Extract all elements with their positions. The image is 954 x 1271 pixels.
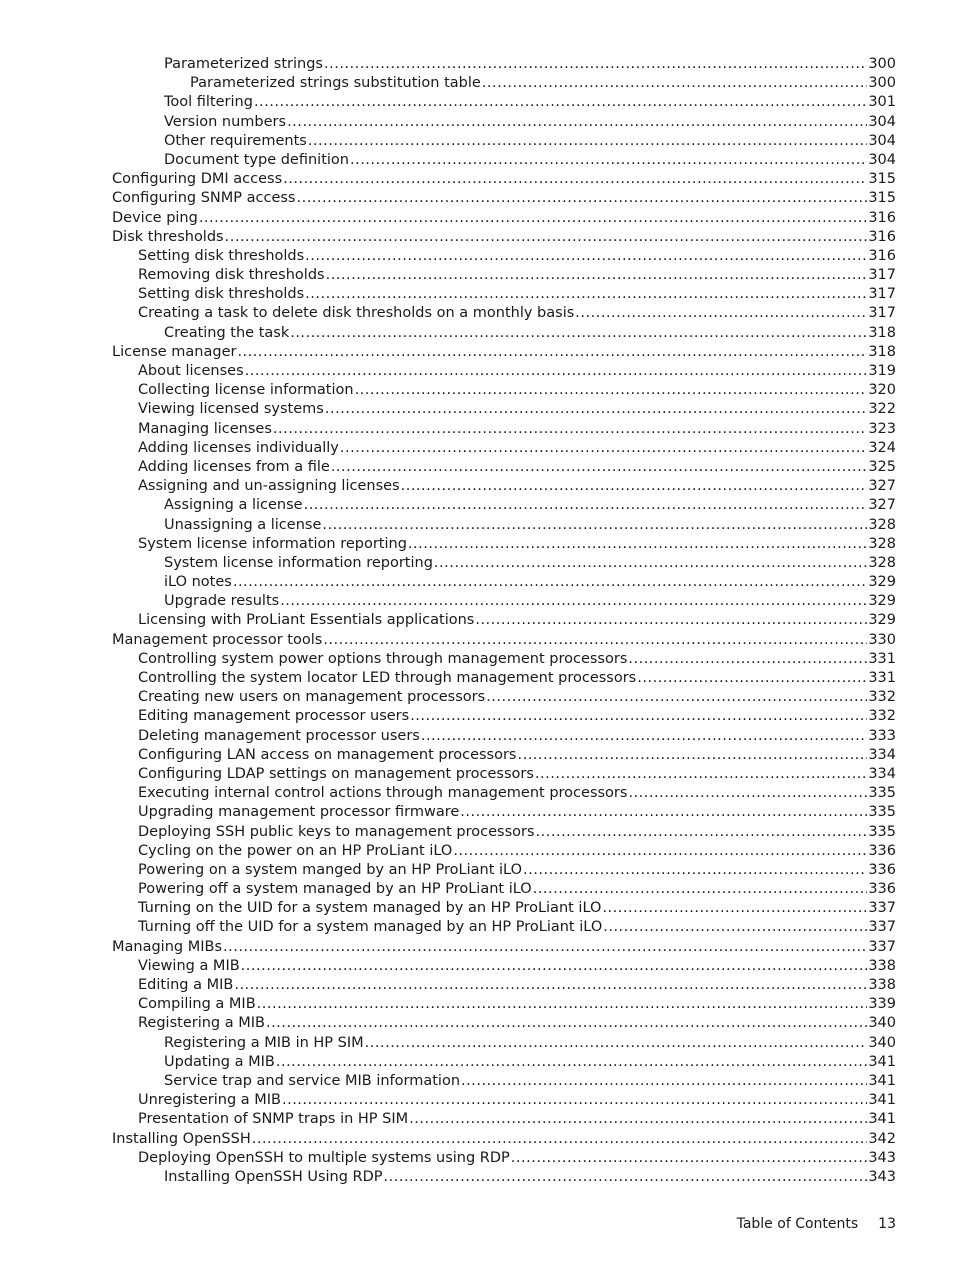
dot-leader xyxy=(461,1072,867,1091)
toc-entry[interactable] xyxy=(112,631,896,650)
dot-leader xyxy=(533,880,868,899)
toc-entry[interactable] xyxy=(112,1130,896,1149)
toc-entry-page: 341 xyxy=(868,1053,896,1070)
toc-entry-page: 317 xyxy=(868,286,896,303)
toc-entry[interactable] xyxy=(112,381,896,400)
toc-entry[interactable] xyxy=(112,918,896,937)
dot-leader xyxy=(460,803,867,822)
toc-entry[interactable] xyxy=(112,170,896,189)
toc-entry-page: 328 xyxy=(868,554,896,571)
toc-entry-page: 343 xyxy=(868,1149,896,1166)
toc-entry-page: 341 xyxy=(868,1111,896,1128)
toc-entry-title: Configuring LDAP settings on management processors xyxy=(138,765,534,782)
dot-leader xyxy=(523,861,867,880)
toc-entry-page: 327 xyxy=(868,478,896,495)
footer-page-number: 13 xyxy=(878,1216,896,1232)
toc-entry[interactable] xyxy=(112,784,896,803)
toc-entry-title: Service trap and service MIB information xyxy=(164,1072,461,1089)
dot-leader xyxy=(225,228,868,247)
toc-entry-page: 337 xyxy=(868,919,896,936)
dot-leader xyxy=(408,535,867,554)
toc-entry-title: Creating the task xyxy=(164,324,290,341)
toc-entry-title: Controlling the system locator LED through management processors xyxy=(138,670,637,686)
dot-leader xyxy=(276,1053,867,1072)
toc-entry[interactable] xyxy=(112,1168,896,1187)
toc-entry-page: 333 xyxy=(868,727,896,744)
dot-leader xyxy=(304,496,868,515)
toc-entry[interactable] xyxy=(112,899,896,918)
dot-leader xyxy=(326,266,868,285)
toc-entry-title: Removing disk thresholds xyxy=(138,267,325,284)
toc-entry-title: Registering a MIB in HP SIM xyxy=(164,1034,364,1051)
toc-entry[interactable] xyxy=(112,343,896,362)
toc-entry-title: Tool filtering xyxy=(164,94,253,111)
toc-entry[interactable] xyxy=(112,1091,896,1110)
toc-entry-page: 338 xyxy=(868,977,896,993)
toc-entry[interactable] xyxy=(112,554,896,573)
toc-entry[interactable] xyxy=(112,765,896,784)
toc-entry[interactable] xyxy=(112,209,896,228)
toc-entry-title: Installing OpenSSH xyxy=(112,1130,251,1147)
dot-leader xyxy=(322,516,867,535)
toc-entry[interactable] xyxy=(112,516,896,535)
toc-entry-page: 336 xyxy=(868,881,896,898)
toc-entry[interactable] xyxy=(112,688,896,707)
toc-entry-title: Cycling on the power on an HP ProLiant iLO xyxy=(138,842,453,859)
page-footer xyxy=(737,1216,896,1232)
toc-entry-page: 329 xyxy=(868,593,896,610)
toc-entry-page: 316 xyxy=(868,209,896,226)
dot-leader xyxy=(410,707,867,726)
toc-entry-title: Upgrade results xyxy=(164,593,280,610)
toc-entry[interactable] xyxy=(112,823,896,842)
dot-leader xyxy=(453,842,867,861)
dot-leader xyxy=(535,765,867,784)
dot-leader xyxy=(331,458,867,477)
toc-entry[interactable] xyxy=(112,247,896,266)
toc-entry[interactable] xyxy=(112,324,896,343)
toc-entry-title: Controlling system power options through management processors xyxy=(138,650,628,667)
toc-entry-title: Turning on the UID for a system managed by an HP ProLiant iLO xyxy=(138,900,602,917)
toc-entry[interactable] xyxy=(112,1014,896,1033)
toc-entry[interactable] xyxy=(112,228,896,247)
toc-entry-title: Deploying OpenSSH to multiple systems using RDP xyxy=(138,1149,510,1166)
dot-leader xyxy=(223,938,867,957)
toc-entry-title: Creating new users on management processors xyxy=(138,689,486,706)
footer-label: Table of Contents xyxy=(736,1216,859,1232)
dot-leader xyxy=(482,74,868,93)
toc-entry-title: Other requirements xyxy=(164,132,307,149)
toc-entry-page: 316 xyxy=(868,247,896,264)
toc-entry-page: 335 xyxy=(868,785,896,802)
toc-entry[interactable] xyxy=(112,669,896,688)
toc-entry[interactable] xyxy=(112,938,896,957)
dot-leader xyxy=(575,304,867,323)
toc-entry[interactable] xyxy=(112,880,896,899)
dot-leader xyxy=(308,132,868,151)
toc-entry-title: Upgrading management processor firmware xyxy=(138,804,460,821)
toc-entry-page: 339 xyxy=(868,996,896,1013)
toc-entry-title: Configuring LAN access on management processors xyxy=(138,746,517,763)
toc-entry[interactable] xyxy=(112,535,896,554)
toc-entry-page: 300 xyxy=(868,56,896,72)
toc-entry-title: About licenses xyxy=(138,363,244,379)
table-of-contents xyxy=(112,55,896,1187)
toc-entry-title: System license information reporting xyxy=(138,535,407,552)
toc-entry-page: 332 xyxy=(868,708,896,725)
dot-leader xyxy=(266,1014,867,1033)
toc-entry[interactable] xyxy=(112,439,896,458)
toc-entry-title: Unregistering a MIB xyxy=(138,1092,281,1109)
toc-entry-title: Device ping xyxy=(112,209,198,226)
toc-entry-title: Editing a MIB xyxy=(138,977,234,993)
toc-entry[interactable] xyxy=(112,151,896,170)
dot-leader xyxy=(305,247,867,266)
toc-entry-title: Adding licenses from a file xyxy=(138,458,330,475)
dot-leader xyxy=(409,1110,867,1129)
dot-leader xyxy=(237,343,867,362)
toc-entry[interactable] xyxy=(112,611,896,630)
toc-entry-page: 331 xyxy=(868,670,896,686)
toc-entry-title: Powering on a system manged by an HP ProLiant iLO xyxy=(138,861,523,878)
toc-entry-page: 318 xyxy=(868,324,896,341)
dot-leader xyxy=(401,477,868,496)
dot-leader xyxy=(324,55,867,74)
toc-entry-title: Updating a MIB xyxy=(164,1053,275,1070)
toc-entry-page: 331 xyxy=(868,650,896,667)
toc-entry[interactable] xyxy=(112,746,896,765)
toc-entry-page: 316 xyxy=(868,228,896,245)
toc-entry[interactable] xyxy=(112,803,896,822)
dot-leader xyxy=(434,554,867,573)
toc-entry-page: 335 xyxy=(868,823,896,840)
toc-entry-title: Configuring DMI access xyxy=(112,171,283,188)
toc-entry-page: 300 xyxy=(868,75,896,92)
toc-entry[interactable] xyxy=(112,1034,896,1053)
toc-entry[interactable] xyxy=(112,477,896,496)
dot-leader xyxy=(628,650,867,669)
dot-leader xyxy=(325,400,867,419)
toc-entry[interactable] xyxy=(112,93,896,112)
toc-entry-title: Viewing licensed systems xyxy=(138,401,324,418)
toc-entry-title: Managing licenses xyxy=(138,420,272,437)
toc-entry[interactable] xyxy=(112,1149,896,1168)
dot-leader xyxy=(241,957,868,976)
toc-entry-page: 343 xyxy=(868,1168,896,1185)
toc-entry-title: Parameterized strings substitution table xyxy=(190,75,481,92)
toc-entry-title: iLO notes xyxy=(164,574,232,591)
toc-entry-title: Creating a task to delete disk thresholds on a monthly basis xyxy=(138,305,575,322)
dot-leader xyxy=(199,209,867,228)
toc-entry[interactable] xyxy=(112,707,896,726)
dot-leader xyxy=(365,1034,868,1053)
toc-entry-page: 338 xyxy=(868,957,896,974)
dot-leader xyxy=(257,995,868,1014)
toc-entry[interactable] xyxy=(112,592,896,611)
dot-leader xyxy=(283,170,867,189)
toc-entry-title: Configuring SNMP access xyxy=(112,190,296,207)
toc-entry-title: Collecting license information xyxy=(138,382,354,399)
toc-entry-title: Turning off the UID for a system managed by an HP ProLiant iLO xyxy=(138,919,603,936)
toc-entry-page: 319 xyxy=(868,363,896,379)
dot-leader xyxy=(637,669,867,688)
dot-leader xyxy=(305,285,867,304)
toc-entry-title: Adding licenses individually xyxy=(138,439,339,456)
toc-entry-page: 332 xyxy=(868,689,896,706)
dot-leader xyxy=(384,1168,868,1187)
toc-entry-page: 327 xyxy=(868,497,896,514)
toc-entry-page: 315 xyxy=(868,171,896,188)
toc-entry[interactable] xyxy=(112,55,896,74)
toc-entry[interactable] xyxy=(112,995,896,1014)
toc-entry-title: License manager xyxy=(112,343,237,360)
toc-entry-title: Parameterized strings xyxy=(164,56,323,72)
toc-entry-title: Deploying SSH public keys to management processors xyxy=(138,823,535,840)
toc-entry-title: Disk thresholds xyxy=(112,228,224,245)
toc-entry-page: 301 xyxy=(868,94,896,111)
dot-leader xyxy=(287,113,867,132)
toc-entry[interactable] xyxy=(112,458,896,477)
toc-entry-title: Version numbers xyxy=(164,113,287,130)
toc-entry-title: Powering off a system managed by an HP ProLiant iLO xyxy=(138,881,532,898)
toc-entry-page: 341 xyxy=(868,1072,896,1089)
toc-entry-title: System license information reporting xyxy=(164,554,433,571)
dot-leader xyxy=(511,1149,868,1168)
toc-entry-title: Assigning a license xyxy=(164,497,303,514)
toc-entry-page: 340 xyxy=(868,1034,896,1051)
toc-entry-page: 334 xyxy=(868,765,896,782)
toc-entry[interactable] xyxy=(112,861,896,880)
toc-entry-page: 337 xyxy=(868,938,896,955)
toc-entry-page: 315 xyxy=(868,190,896,207)
toc-entry-page: 336 xyxy=(868,842,896,859)
dot-leader xyxy=(421,727,867,746)
toc-entry[interactable] xyxy=(112,420,896,439)
toc-entry[interactable] xyxy=(112,842,896,861)
toc-entry-title: Setting disk thresholds xyxy=(138,286,305,303)
dot-leader xyxy=(234,976,867,995)
toc-entry-title: Managing MIBs xyxy=(112,938,222,955)
toc-entry-title: Setting disk thresholds xyxy=(138,247,305,264)
toc-entry-page: 330 xyxy=(868,631,896,648)
dot-leader xyxy=(628,784,867,803)
toc-entry[interactable] xyxy=(112,976,896,995)
toc-entry-title: Registering a MIB xyxy=(138,1015,265,1032)
dot-leader xyxy=(282,1091,867,1110)
toc-entry[interactable] xyxy=(112,1072,896,1091)
toc-entry[interactable] xyxy=(112,113,896,132)
toc-entry[interactable] xyxy=(112,727,896,746)
toc-entry-title: Licensing with ProLiant Essentials applications xyxy=(138,612,475,629)
toc-entry-title: Compiling a MIB xyxy=(138,996,256,1013)
dot-leader xyxy=(245,362,868,381)
toc-entry-page: 342 xyxy=(868,1130,896,1147)
toc-entry-title: Unassigning a license xyxy=(164,516,322,533)
toc-entry[interactable] xyxy=(112,285,896,304)
toc-entry-page: 323 xyxy=(868,420,896,437)
toc-entry-page: 322 xyxy=(868,401,896,418)
toc-entry-page: 317 xyxy=(868,305,896,322)
toc-entry-page: 318 xyxy=(868,343,896,360)
toc-entry[interactable] xyxy=(112,189,896,208)
toc-entry-title: Management processor tools xyxy=(112,631,323,648)
toc-entry-page: 325 xyxy=(868,458,896,475)
toc-entry[interactable] xyxy=(112,650,896,669)
dot-leader xyxy=(280,592,867,611)
toc-entry-title: Editing management processor users xyxy=(138,708,410,725)
toc-entry-page: 335 xyxy=(868,804,896,821)
toc-entry[interactable] xyxy=(112,266,896,285)
toc-entry[interactable] xyxy=(112,74,896,93)
dot-leader xyxy=(233,573,867,592)
toc-entry[interactable] xyxy=(112,1110,896,1129)
dot-leader xyxy=(603,918,867,937)
dot-leader xyxy=(536,823,868,842)
dot-leader xyxy=(273,420,867,439)
toc-entry-page: 334 xyxy=(868,746,896,763)
toc-entry[interactable] xyxy=(112,400,896,419)
toc-entry-page: 304 xyxy=(868,113,896,130)
dot-leader xyxy=(475,611,867,630)
toc-entry-title: Installing OpenSSH Using RDP xyxy=(164,1168,383,1185)
dot-leader xyxy=(254,93,867,112)
toc-entry[interactable] xyxy=(112,1053,896,1072)
toc-entry[interactable] xyxy=(112,957,896,976)
dot-leader xyxy=(296,189,867,208)
toc-entry-page: 341 xyxy=(868,1092,896,1109)
toc-entry-page: 329 xyxy=(868,574,896,591)
toc-entry-page: 328 xyxy=(868,516,896,533)
toc-entry-title: Document type definition xyxy=(164,151,349,168)
toc-entry-title: Deleting management processor users xyxy=(138,727,420,744)
toc-entry[interactable] xyxy=(112,304,896,323)
toc-entry[interactable] xyxy=(112,573,896,592)
dot-leader xyxy=(517,746,867,765)
toc-entry-title: Presentation of SNMP traps in HP SIM xyxy=(138,1111,409,1128)
toc-entry-page: 337 xyxy=(868,900,896,917)
toc-entry-page: 320 xyxy=(868,382,896,399)
toc-entry-page: 304 xyxy=(868,132,896,149)
dot-leader xyxy=(602,899,867,918)
dot-leader xyxy=(486,688,867,707)
dot-leader xyxy=(252,1130,868,1149)
dot-leader xyxy=(355,381,868,400)
toc-entry-page: 329 xyxy=(868,612,896,629)
toc-entry[interactable] xyxy=(112,496,896,515)
toc-entry-page: 317 xyxy=(868,267,896,284)
toc-entry-title: Assigning and un-assigning licenses xyxy=(138,478,400,495)
toc-entry[interactable] xyxy=(112,132,896,151)
toc-entry-page: 304 xyxy=(868,151,896,168)
toc-entry-page: 340 xyxy=(868,1015,896,1032)
dot-leader xyxy=(290,324,867,343)
toc-entry-page: 328 xyxy=(868,535,896,552)
toc-entry-page: 324 xyxy=(868,439,896,456)
dot-leader xyxy=(350,151,867,170)
toc-entry-title: Viewing a MIB xyxy=(138,957,240,974)
dot-leader xyxy=(323,631,867,650)
toc-entry-page: 336 xyxy=(868,861,896,878)
toc-entry[interactable] xyxy=(112,362,896,381)
toc-entry-title: Executing internal control actions through management processors xyxy=(138,785,628,802)
dot-leader xyxy=(340,439,867,458)
